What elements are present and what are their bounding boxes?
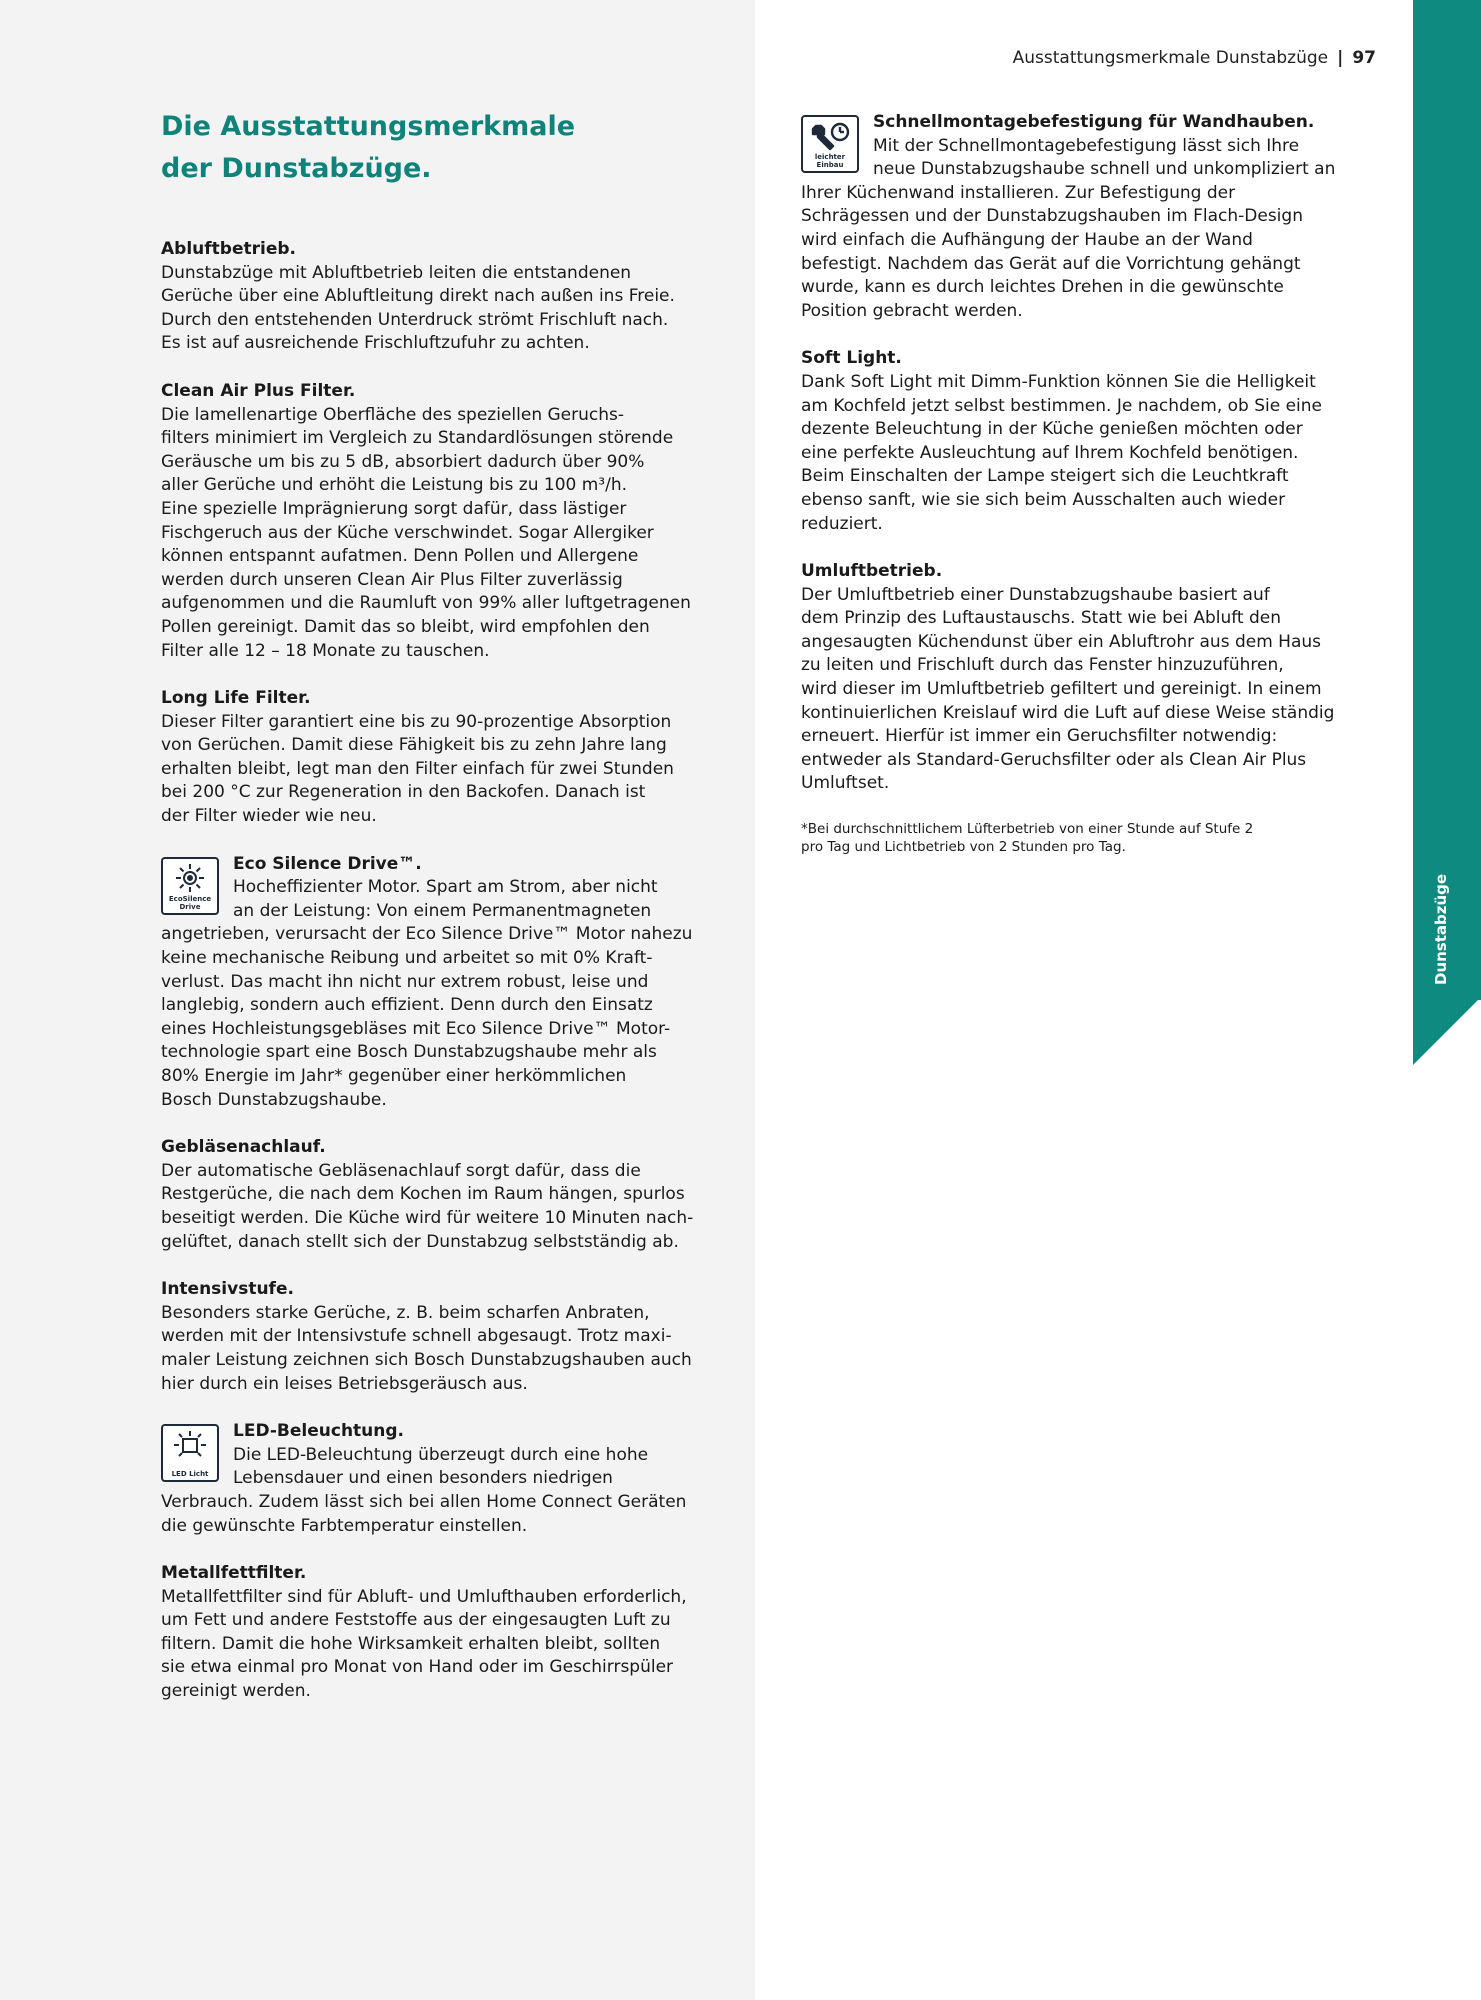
section-body: Der automatische Gebläsenachlauf sorgt dafür, dass die Restgerüche, die nach dem Kochen im Raum hängen, spurlos beseitigt werden. Die Küche wird für weitere 10 Minuten nach- gelüftet, danach stellt sich der Dunstabzug selbstständig ab. <box>161 1160 694 1252</box>
section-body: Die lamellenartige Oberfläche des speziellen Geruchs- filters minimiert im Vergleich zu Standardlösungen störende Geräusche um bis zu 5 dB, absorbiert dadurch über 90% aller Gerüche und erhöht die Leistung bis zu 100 m³/h. Eine spezielle Imprägnierung sorgt dafür, dass lästiger Fischgeruch aus der Küche verschwindet. Sogar Allergiker können entspannt aufatmen. Denn Pollen und Allergene werden durch unseren Clean Air Plus Filter zuverlässig aufgenommen und die Raumluft von 99% aller luftgetragenen Pollen gereinigt. Damit das so bleibt, wird empfohlen den Filter alle 12 – 18 Monate zu tauschen. <box>161 404 691 661</box>
header-separator: | <box>1337 48 1344 68</box>
side-tab <box>1413 0 1481 1000</box>
led-light-icon <box>161 1424 219 1482</box>
page-title <box>161 106 681 190</box>
right-column <box>801 111 1357 856</box>
section-heading: Abluftbetrieb. <box>161 239 296 259</box>
section-heading: Clean Air Plus Filter. <box>161 380 356 401</box>
fan-icon-caption: EcoSilence Drive <box>168 894 212 911</box>
section-heading: Eco Silence Drive™. <box>233 853 422 874</box>
section-body: Metallfettfilter sind für Abluft- und Umlufthauben erforderlich, um Fett und andere Feststoffe aus der eingesaugten Luft zu filtern. Damit die hohe Wirksamkeit erhalten bleibt, sollten sie etwa einmal pro Monat von Hand oder im Geschirrspüler gereinigt werden. <box>161 1586 687 1702</box>
section-led-beleuchtung <box>161 1420 717 1538</box>
section-heading: Gebläsenachlauf. <box>161 1137 326 1158</box>
side-tab-label <box>1432 955 1481 985</box>
page-header <box>980 48 1376 68</box>
section-umluftbetrieb <box>801 560 1357 796</box>
side-tab-fold <box>1413 997 1481 1065</box>
section-abluftbetrieb <box>161 238 717 356</box>
section-body: Dank Soft Light mit Dimm-Funktion können Sie die Helligkeit am Kochfeld jetzt selbst bestimmen. Je nachdem, ob Sie eine dezente Beleuchtung in der Küche genießen möchten oder eine perfekte Ausleuchtung auf Ihrem Kochfeld benötigen. Beim Einschalten der Lampe steigert sich die Leuchtkraft ebenso sanft, wie sie sich beim Ausschalten auch wieder reduziert. <box>801 371 1323 534</box>
section-body: Besonders starke Gerüche, z. B. beim scharfen Anbraten, werden mit der Intensivstufe schnell abgesaugt. Trotz maxi- maler Leistung zeichnen sich Bosch Dunstabzugshauben auch hier durch ein leises Betriebsgeräusch aus. <box>161 1302 692 1394</box>
section-heading: Schnellmontagebefestigung für Wandhauben. <box>873 112 1315 132</box>
section-heading: Metallfettfilter. <box>161 1563 307 1584</box>
left-column <box>161 238 717 1728</box>
section-body: Dieser Filter garantiert eine bis zu 90-prozentige Absorption von Gerüchen. Damit diese Fähigkeit bis zu zehn Jahre lang erhalten bleibt, legt man den Filter einfach für zwei Stunden bei 200 °C zur Regeneration in den Backofen. Danach ist der Filter wieder wie neu. <box>161 711 674 827</box>
footnote: *Bei durchschnittlichem Lüfterbetrieb von einer Stunde auf Stufe 2 pro Tag und Lichtbetrieb von 2 Stunden pro Tag. <box>801 821 1254 856</box>
section-heading: Umluftbetrieb. <box>801 561 943 582</box>
section-heading: Intensivstufe. <box>161 1279 294 1300</box>
section-body: Mit der Schnellmontagebefestigung lässt sich Ihre neue Dunstabzugshaube schnell und unkompliziert an Ihrer Küchenwand installieren. Zur Befestigung der Schrägessen und der Dunstabzugshauben im Flach-Design wird einfach die Aufhängung der Haube an der Wand befestigt. Nachdem das Gerät auf die Vorrichtung gehängt wurde, kann es durch leichtes Drehen in die gewünschte Position gebracht werden. <box>801 135 1336 321</box>
led-light-icon-caption: LED Licht <box>171 1470 209 1479</box>
section-geblaesenachlauf <box>161 1136 717 1254</box>
section-eco-silence-drive <box>161 853 717 1113</box>
page-number: 97 <box>1352 48 1376 68</box>
section-clean-air-plus-filter <box>161 380 717 663</box>
section-body: Hocheffizienter Motor. Spart am Strom, aber nicht an der Leistung: Von einem Permanentmagneten angetrieben, verursacht der Eco Silence Drive™ Motor nahezu keine mechanische Reibung und arbeitet so mit 0% Kraft- verlust. Das macht ihn nicht nur extrem robust, leise und langlebig, sondern auch effizient. Denn durch den Einsatz eines Hochleistungsgebläses mit Eco Silence Drive™ Motor- technologie spart eine Bosch Dunstabzugshaube mehr als 80% Energie im Jahr* gegenüber einer herkömmlichen Bosch Dunstabzugshaube. <box>161 877 693 1110</box>
section-heading: LED-Beleuchtung. <box>233 1421 405 1442</box>
header-section-title: Ausstattungsmerkmale Dunstabzüge <box>1012 48 1329 68</box>
section-heading: Long Life Filter. <box>161 688 311 709</box>
section-metallfettfilter <box>161 1562 717 1704</box>
wrench-clock-icon-caption: leichter Einbau <box>814 153 846 169</box>
section-soft-light <box>801 347 1357 536</box>
section-intensivstufe <box>161 1278 717 1396</box>
section-body: Dunstabzüge mit Abluftbetrieb leiten die entstandenen Gerüche über eine Abluftleitung direkt nach außen ins Freie. Durch den entstehenden Unterdruck strömt Frischluft nach. Es ist auf ausreichende Frischluftzufuhr zu achten. <box>161 262 675 354</box>
section-schnellmontagebefestigung <box>801 111 1357 323</box>
page-title-line-1: Die Ausstattungsmerkmale <box>161 111 576 142</box>
wrench-clock-icon <box>801 115 859 173</box>
section-heading: Soft Light. <box>801 348 902 369</box>
section-long-life-filter <box>161 687 717 829</box>
page-title-line-2: der Dunstabzüge. <box>161 153 432 184</box>
section-body: Die LED-Beleuchtung überzeugt durch eine hohe Lebensdauer und einen besonders niedrigen Verbrauch. Zudem lässt sich bei allen Home Connect Geräten die gewünschte Farbtemperatur einstellen. <box>161 1444 687 1536</box>
section-body: Der Umluftbetrieb einer Dunstabzugshaube basiert auf dem Prinzip des Luftaustauschs. Statt wie bei Abluft den angesaugten Küchendunst über ein Abluftrohr aus dem Haus zu leiten und Frischluft durch das Fenster hinzuzuführen, wird dieser im Umluftbetrieb gefiltert und gereinigt. In einem kontinuierlichen Kreislauf wird die Luft auf diese Weise ständig erneuert. Hierfür ist immer ein Geruchsfilter notwendig: entweder als Standard-Geruchsfilter oder als Clean Air Plus Umluftset. <box>801 584 1335 794</box>
fan-icon <box>161 857 219 915</box>
